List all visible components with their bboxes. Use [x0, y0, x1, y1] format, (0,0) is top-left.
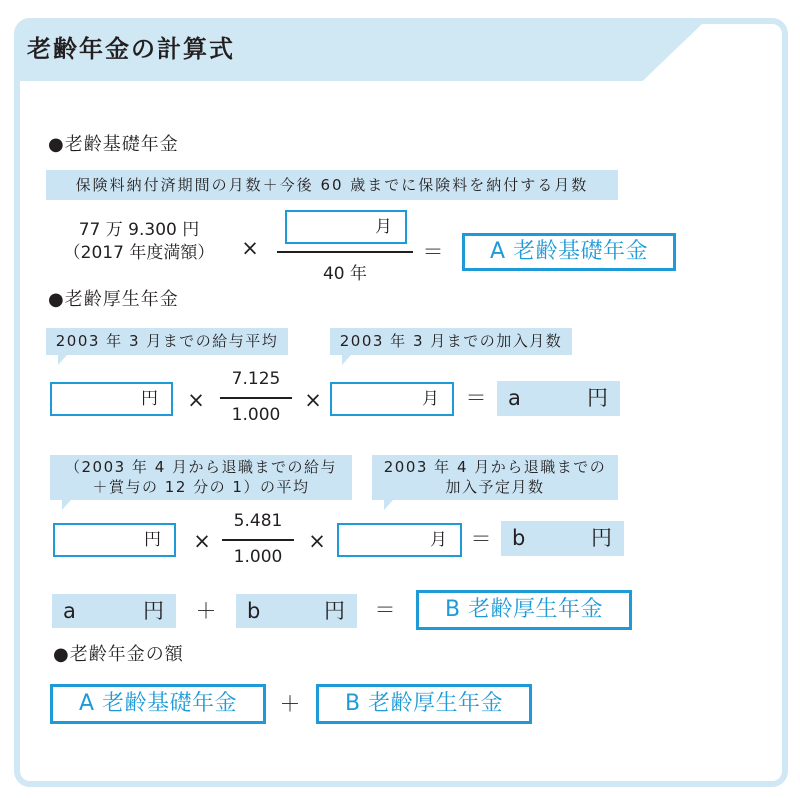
employees-pension-heading: ●老齢厚生年金	[48, 289, 179, 310]
yen-unit: 円	[324, 599, 345, 623]
month-unit: 月	[375, 217, 392, 237]
fraction-denominator: 40 年	[322, 264, 368, 284]
month-entry-box	[337, 523, 462, 557]
full-amount-note: （2017 年度満額）	[63, 243, 215, 263]
total-pension-heading: ●老齢年金の額	[53, 644, 184, 665]
rate-denominator: 1.000	[233, 547, 283, 567]
equals-sign: ＝	[374, 598, 396, 622]
contribution-months-label-text: 保険料納付済期間の月数＋今後 60 歳までに保険料を納付する月数	[75, 176, 589, 194]
callout-tail	[342, 355, 351, 365]
enrollment-months-label	[330, 328, 572, 355]
full-amount: 77 万 9.300 円	[78, 220, 200, 240]
planned-enrollment-months-label	[372, 455, 618, 500]
result-b-box	[501, 521, 624, 556]
sum-a-box	[52, 594, 176, 628]
times-sign: ×	[241, 236, 259, 260]
contribution-months-label	[46, 170, 618, 200]
total-term-basic-pension: A 老齢基礎年金	[50, 684, 266, 724]
salary-bonus-average-label	[50, 455, 352, 500]
times-sign: ×	[308, 529, 326, 553]
salary-bonus-average-label-line: ＋賞与の 12 分の 1）の平均	[92, 478, 310, 496]
yen-unit: 円	[591, 526, 612, 550]
rate-numerator: 5.481	[233, 511, 283, 531]
planned-enrollment-months-label-line: 2003 年 4 月から退職までの	[383, 458, 607, 476]
rate-denominator: 1.000	[231, 405, 281, 425]
salary-average-label-text: 2003 年 3 月までの給与平均	[55, 332, 279, 350]
total-term-employees-pension: B 老齢厚生年金	[316, 684, 532, 724]
salary-bonus-average-label-line: （2003 年 4 月から退職までの給与	[64, 458, 338, 476]
yen-unit: 円	[587, 386, 608, 410]
result-box-basic-pension: A 老齢基礎年金	[462, 233, 676, 271]
basic-pension-heading: ●老齢基礎年金	[48, 134, 179, 155]
fraction-bar	[222, 539, 294, 541]
equals-sign: ＝	[465, 386, 487, 410]
yen-entry-box	[50, 382, 173, 416]
yen-unit: 円	[141, 389, 158, 409]
rate-numerator: 7.125	[231, 369, 281, 389]
times-sign: ×	[304, 388, 322, 412]
result-a-box	[497, 381, 620, 416]
callout-tail	[58, 355, 67, 365]
month-entry-box	[330, 382, 454, 416]
month-unit: 月	[430, 530, 447, 550]
variable-a: a	[508, 386, 521, 410]
yen-unit: 円	[143, 599, 164, 623]
variable-a: a	[63, 599, 76, 623]
enrollment-months-label-text: 2003 年 3 月までの加入月数	[339, 332, 563, 350]
yen-unit: 円	[144, 530, 161, 550]
variable-b: b	[247, 599, 261, 623]
equals-sign: ＝	[470, 527, 492, 551]
month-unit: 月	[422, 389, 439, 409]
month-entry-box	[285, 210, 407, 244]
salary-average-label	[46, 328, 288, 355]
result-box-employees-pension: B 老齢厚生年金	[416, 590, 632, 630]
yen-entry-box	[53, 523, 176, 557]
fraction-bar	[277, 251, 413, 253]
planned-enrollment-months-label-line: 加入予定月数	[445, 478, 545, 496]
page-title: 老齢年金の計算式	[27, 35, 235, 63]
callout-tail	[62, 500, 71, 510]
times-sign: ×	[193, 529, 211, 553]
times-sign: ×	[187, 388, 205, 412]
fraction-bar	[220, 397, 292, 399]
callout-tail	[384, 500, 393, 510]
sum-b-box	[236, 594, 357, 628]
equals-sign: ＝	[422, 240, 444, 264]
variable-b: b	[512, 526, 526, 550]
plus-sign: ＋	[195, 599, 217, 623]
plus-sign: ＋	[279, 692, 301, 716]
